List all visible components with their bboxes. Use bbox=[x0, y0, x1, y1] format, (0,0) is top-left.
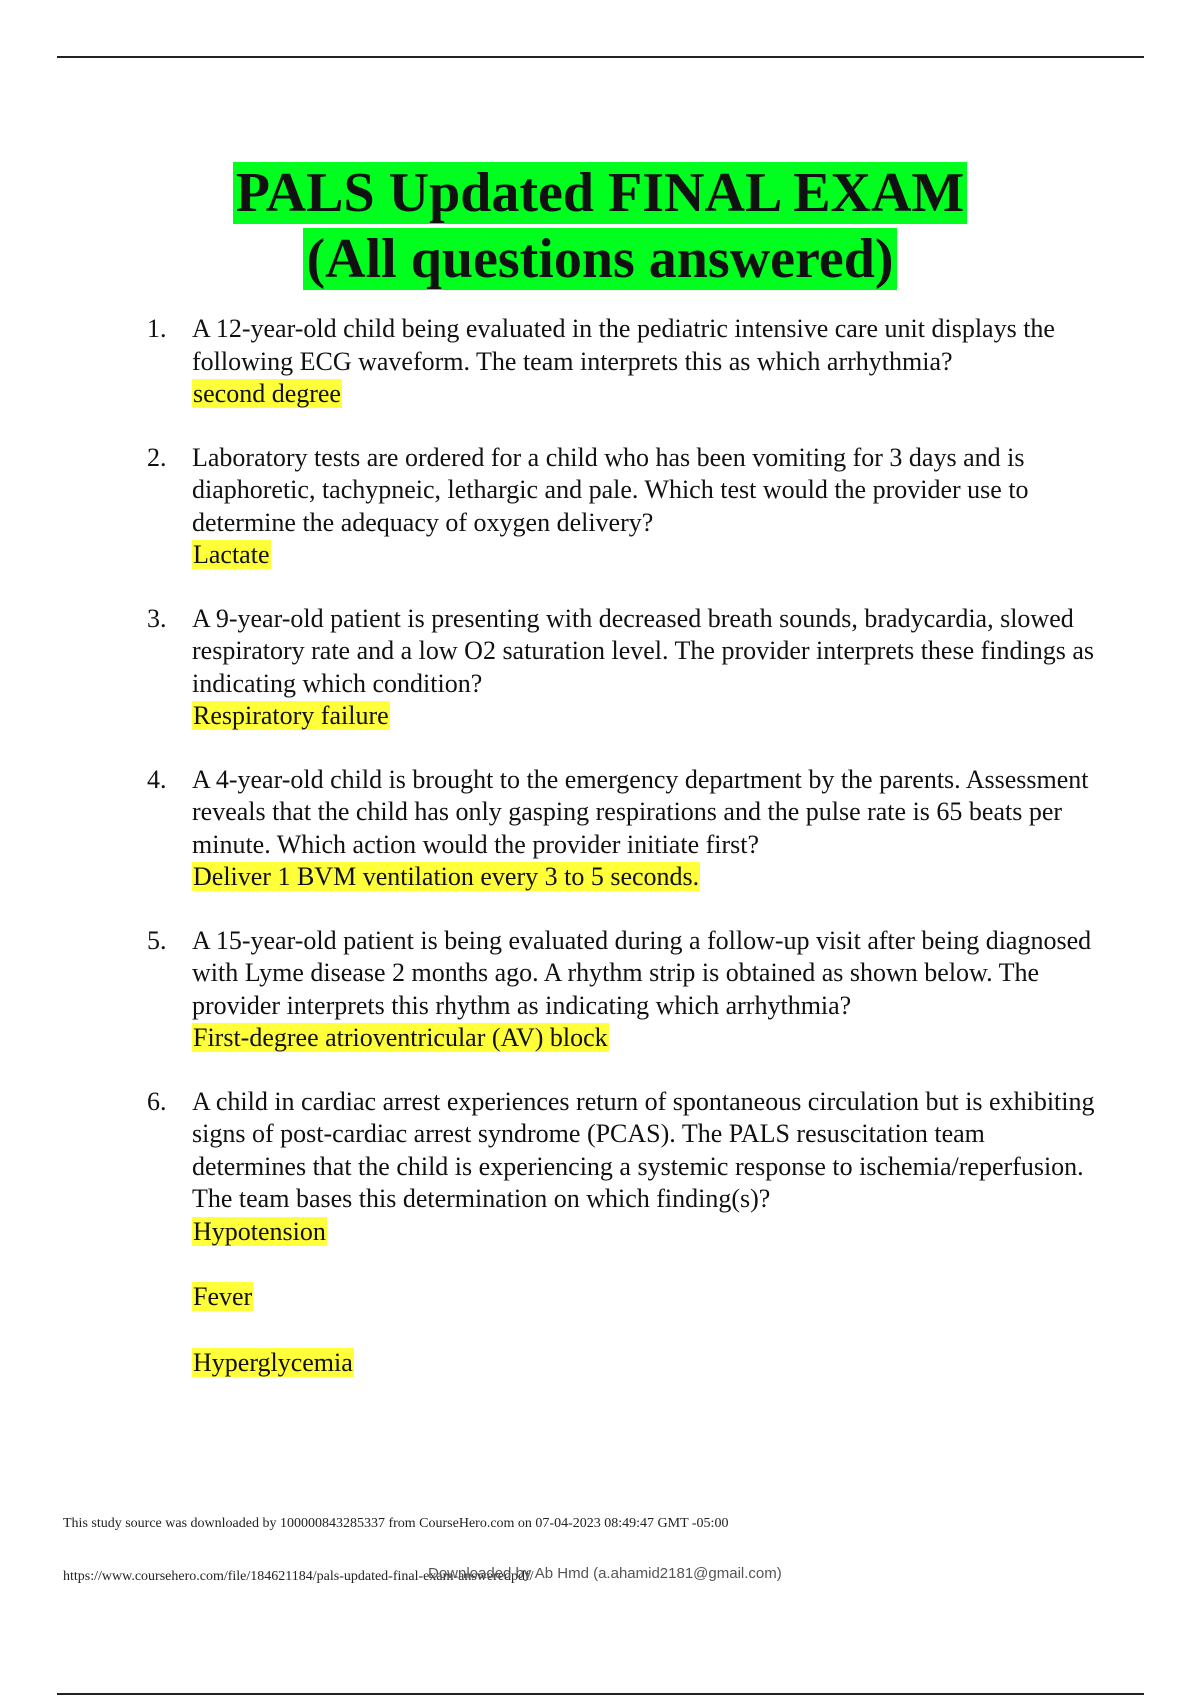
answer-group bbox=[192, 700, 1097, 733]
top-rule bbox=[57, 56, 1144, 58]
question-number: 2. bbox=[147, 442, 167, 472]
title-line-1: PALS Updated FINAL EXAM bbox=[233, 162, 968, 224]
question-item bbox=[147, 764, 1097, 894]
question-text: A child in cardiac arrest experiences return of spontaneous circulation but is exhibiting signs of post-cardiac arrest syndrome (PCAS). The PALS resuscitation team determines that the child is experiencing a systemic response to ischemia/reperfusion. The team bases this determination on which finding(s)? bbox=[192, 1086, 1095, 1213]
question-text: A 9-year-old patient is presenting with decreased breath sounds, bradycardia, slowed respiratory rate and a low O2 saturation level. The provider interprets these findings as indicating which condition? bbox=[192, 603, 1095, 698]
highlighted-answer: Deliver 1 BVM ventilation every 3 to 5 seconds. bbox=[193, 862, 700, 891]
question-item bbox=[147, 925, 1097, 1055]
document-title bbox=[0, 160, 1200, 292]
question-list bbox=[147, 313, 1097, 1410]
question-item bbox=[147, 313, 1097, 411]
highlighted-answer: Hyperglycemia bbox=[193, 1347, 353, 1377]
highlighted-answer: second degree bbox=[193, 379, 341, 408]
question-item bbox=[147, 442, 1097, 572]
downloaded-by-watermark: Downloaded by Ab Hmd (a.ahamid2181@gmail.com) bbox=[428, 1565, 782, 1582]
question-text: A 4-year-old child is brought to the emergency department by the parents. Assessment reveals that the child has only gasping respirations and the pulse rate is 65 beats per minute. Which action would the provider initiate first? bbox=[192, 764, 1089, 859]
answer-group bbox=[192, 1216, 1097, 1380]
question-item bbox=[147, 1086, 1097, 1380]
question-number: 6. bbox=[147, 1086, 167, 1116]
highlighted-answer: Fever bbox=[193, 1282, 253, 1311]
question-number: 1. bbox=[147, 314, 167, 343]
answer-group bbox=[192, 378, 1097, 411]
answer-group bbox=[192, 539, 1097, 572]
question-text: A 15-year-old patient is being evaluated during a follow-up visit after being diagnosed with Lyme disease 2 months ago. A rhythm strip is obtained as shown below. The provider interprets this rhythm as indicating which arrhythmia? bbox=[192, 925, 1092, 1020]
title-line-2: (All questions answered) bbox=[303, 228, 896, 290]
highlighted-answer: Respiratory failure bbox=[193, 701, 389, 730]
source-url[interactable]: https://www.coursehero.com/file/184621184/pals-updated-final-exam-answeredpdf/ bbox=[63, 1569, 534, 1584]
question-text: A 12-year-old child being evaluated in the pediatric intensive care unit displays the following ECG waveform. The team interprets this as which arrhythmia? bbox=[192, 314, 1055, 376]
question-number: 4. bbox=[147, 764, 167, 794]
answer-group bbox=[192, 861, 1097, 894]
question-number: 5. bbox=[147, 925, 167, 955]
bottom-rule bbox=[57, 1693, 1144, 1695]
answer-group bbox=[192, 1022, 1097, 1055]
download-source-note: This study source was downloaded by 100000843285337 from CourseHero.com on 07-04-2023 08:49:47 GMT -05:00 bbox=[63, 1516, 729, 1531]
question-text: Laboratory tests are ordered for a child who has been vomiting for 3 days and is diaphoretic, tachypneic, lethargic and pale. Which test would the provider use to determine the adequacy of oxygen delivery? bbox=[192, 442, 1029, 537]
question-item bbox=[147, 603, 1097, 733]
question-number: 3. bbox=[147, 603, 167, 633]
highlighted-answer: First-degree atrioventricular (AV) block bbox=[193, 1023, 608, 1052]
highlighted-answer: Hypotension bbox=[193, 1216, 326, 1246]
highlighted-answer: Lactate bbox=[193, 540, 270, 569]
